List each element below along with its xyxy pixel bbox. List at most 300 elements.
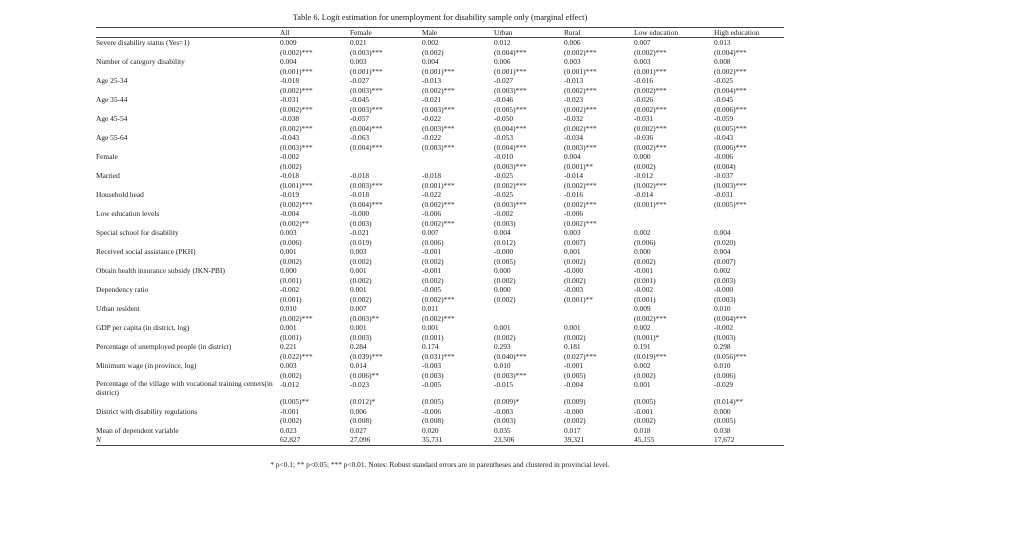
table-cell: (0.003)*** <box>714 180 747 190</box>
table-cell: (0.006) <box>714 370 736 380</box>
table-cell: 0.010 <box>714 361 731 370</box>
column-header-high-education: High education <box>714 28 784 38</box>
table-cell: 0.003 <box>564 228 581 237</box>
table-cell: 0.004 <box>714 228 731 237</box>
table-cell: (0.002)*** <box>422 313 455 323</box>
table-cell: (0.001)*** <box>634 66 667 76</box>
table-cell: (0.004)*** <box>714 313 747 323</box>
table-cell: 0.003 <box>634 57 651 66</box>
table-row <box>96 48 784 58</box>
table-cell: -0.013 <box>564 76 584 85</box>
table-cell: -0.043 <box>714 133 734 142</box>
table-cell: (0.002)*** <box>634 47 667 57</box>
table-cell: 0.191 <box>634 342 651 351</box>
table-cell: (0.002)*** <box>634 142 667 152</box>
table-cell: 0.002 <box>634 361 651 370</box>
table-cell: (0.004)*** <box>494 47 527 57</box>
table-cell: 0.013 <box>714 38 731 47</box>
table-cell: -0.031 <box>280 95 300 104</box>
table-cell: (0.003) <box>714 294 736 304</box>
table-cell: (0.002)*** <box>564 199 597 209</box>
table-cell: -0.005 <box>422 380 442 389</box>
table-cell: -0.002 <box>714 323 734 332</box>
table-cell: 62,827 <box>280 435 350 445</box>
table-cell: 23,506 <box>494 435 564 445</box>
table-row <box>96 219 784 229</box>
table-row <box>96 333 784 343</box>
table-cell: (0.002)*** <box>494 180 527 190</box>
table-cell: -0.025 <box>494 190 514 199</box>
table-cell <box>564 314 634 324</box>
table-cell: (0.002)*** <box>422 294 455 304</box>
table-cell: (0.008) <box>350 416 372 426</box>
table-cell: -0.014 <box>634 190 654 199</box>
table-cell: -0.022 <box>422 114 442 123</box>
column-header-all: All <box>280 28 350 38</box>
table-cell: 0.003 <box>280 361 297 370</box>
table-cell: (0.004)*** <box>494 142 527 152</box>
table-cell: 0.006 <box>350 406 367 416</box>
table-row <box>96 57 784 67</box>
table-caption: Table 6. Logit estimation for unemployment for disability sample only (marginal effect) <box>292 13 588 22</box>
table-cell: (0.005)*** <box>714 199 747 209</box>
row-label <box>96 124 280 134</box>
table-cell: -0.000 <box>350 209 370 218</box>
results-table <box>96 27 784 446</box>
table-cell: 0.003 <box>564 57 581 66</box>
table-cell <box>494 304 564 314</box>
table-cell: -0.031 <box>714 190 734 199</box>
table-cell: 0.004 <box>422 57 439 66</box>
table-cell: 0.001 <box>494 323 511 332</box>
table-cell: -0.018 <box>350 190 370 199</box>
table-cell: -0.016 <box>564 190 584 199</box>
table-cell: -0.003 <box>494 406 514 416</box>
table-row <box>96 200 784 210</box>
table-cell: (0.002) <box>634 370 656 380</box>
table-cell: -0.001 <box>634 266 654 275</box>
table-row <box>96 38 784 48</box>
table-cell: -0.003 <box>564 285 584 294</box>
table-row <box>96 285 784 295</box>
table-cell: -0.031 <box>634 114 654 123</box>
table-cell: -0.012 <box>280 380 300 389</box>
row-label: Number of category disability <box>96 57 185 66</box>
table-cell: (0.002)*** <box>280 85 313 95</box>
table-cell: 0.010 <box>280 304 297 313</box>
table-cell: 0.002 <box>634 323 651 332</box>
row-label: Dependency ratio <box>96 285 149 294</box>
table-cell: 0.001 <box>564 323 581 332</box>
table-cell: (0.004)*** <box>714 47 747 57</box>
note-text: * p<0.1; ** p<0.05; *** p<0.01. Notes: Robust standard errors are in parentheses and clustered in provincial level. <box>270 460 610 469</box>
table-cell: -0.000 <box>714 285 734 294</box>
table-cell: -0.006 <box>422 406 442 416</box>
table-cell: (0.002)*** <box>564 218 597 228</box>
table-cell: (0.003)*** <box>350 47 383 57</box>
row-label: GDP per capita (in district, log) <box>96 323 190 332</box>
table-row <box>96 352 784 362</box>
row-label <box>96 295 280 305</box>
table-cell: (0.003)*** <box>494 85 527 95</box>
table-cell: -0.037 <box>714 171 734 180</box>
row-label: Female <box>96 152 118 161</box>
table-cell: (0.003)*** <box>350 104 383 114</box>
table-cell: (0.012) <box>494 237 516 247</box>
table-cell: 0.004 <box>494 228 511 237</box>
table-cell: 0.001 <box>422 323 439 332</box>
table-cell: 35,731 <box>422 435 494 445</box>
table-cell: 0.009 <box>634 304 651 313</box>
table-cell: 0.010 <box>494 361 511 370</box>
table-cell: (0.005) <box>422 397 444 407</box>
table-cell: -0.046 <box>494 95 514 104</box>
table-cell: 0.038 <box>714 425 731 435</box>
row-label <box>96 371 280 381</box>
table-cell: (0.002) <box>422 256 444 266</box>
table-cell <box>714 219 784 229</box>
table-cell: (0.002) <box>494 332 516 342</box>
table-cell: -0.000 <box>494 247 514 256</box>
table-cell: -0.027 <box>494 76 514 85</box>
table-cell: (0.003)*** <box>494 199 527 209</box>
table-cell: (0.002) <box>350 294 372 304</box>
table-cell <box>422 162 494 172</box>
table-cell: -0.013 <box>422 76 442 85</box>
table-row <box>96 181 784 191</box>
table-cell <box>350 152 422 162</box>
table-cell: (0.003) <box>422 370 444 380</box>
table-cell: -0.053 <box>494 133 514 142</box>
table-cell: (0.001) <box>280 275 302 285</box>
table-cell: 0.007 <box>350 304 367 313</box>
table-cell: 27,096 <box>350 435 422 445</box>
table-cell: (0.002)*** <box>280 313 313 323</box>
table-cell <box>494 314 564 324</box>
row-label <box>96 162 280 172</box>
table-cell: -0.000 <box>564 406 584 416</box>
row-label: District with disability regulations <box>96 406 198 416</box>
table-cell: 0.174 <box>422 342 439 351</box>
table-row <box>96 342 784 352</box>
table-cell: (0.002) <box>350 256 372 266</box>
table-row <box>96 95 784 105</box>
table-cell: -0.021 <box>350 228 370 237</box>
table-cell: (0.005)** <box>280 397 309 407</box>
row-label <box>96 314 280 324</box>
table-cell: 0.000 <box>714 406 731 416</box>
table-cell: (0.002) <box>634 161 656 171</box>
table-cell: 0.027 <box>350 425 367 435</box>
table-cell: -0.026 <box>634 95 654 104</box>
table-row <box>96 76 784 86</box>
table-cell: (0.005)*** <box>494 104 527 114</box>
table-cell: (0.006)*** <box>714 142 747 152</box>
column-header-rural: Rural <box>564 28 634 38</box>
table-cell: (0.002) <box>564 416 586 426</box>
table-cell: (0.002)*** <box>634 123 667 133</box>
table-row <box>96 114 784 124</box>
table-row <box>96 371 784 381</box>
table-cell: (0.002)*** <box>422 85 455 95</box>
table-cell: -0.002 <box>280 152 300 161</box>
row-label <box>96 143 280 153</box>
table-cell: -0.003 <box>422 361 442 370</box>
row-label: Minimum wage (in province, log) <box>96 361 197 370</box>
table-cell: -0.018 <box>422 171 442 180</box>
row-label: Special school for disability <box>96 228 179 237</box>
table-cell: (0.022)*** <box>280 351 313 361</box>
table-cell: (0.014)** <box>714 397 743 407</box>
table-cell: (0.019)*** <box>634 351 667 361</box>
table-cell: (0.005) <box>494 256 516 266</box>
table-cell: (0.002)*** <box>280 123 313 133</box>
table-cell: (0.002)** <box>280 218 309 228</box>
table-cell: (0.002) <box>280 161 302 171</box>
table-cell: 0.004 <box>564 152 581 161</box>
table-cell: 0.293 <box>494 342 511 351</box>
table-cell: (0.003) <box>494 218 516 228</box>
column-header-female: Female <box>350 28 422 38</box>
table-cell: 0.002 <box>422 38 439 47</box>
row-label: N <box>96 435 280 445</box>
row-label <box>96 416 280 426</box>
table-cell: (0.003)*** <box>422 104 455 114</box>
table-cell: -0.018 <box>280 76 300 85</box>
table-cell: (0.002)*** <box>564 123 597 133</box>
table-cell: -0.000 <box>564 266 584 275</box>
table-cell: (0.002)*** <box>280 199 313 209</box>
table-cell: -0.016 <box>634 76 654 85</box>
table-row <box>96 361 784 371</box>
table-cell: (0.003)*** <box>422 123 455 133</box>
table-cell: (0.019) <box>350 237 372 247</box>
table-row <box>96 209 784 219</box>
table-cell: -0.002 <box>280 285 300 294</box>
table-cell: (0.004)*** <box>714 85 747 95</box>
row-label: Percentage of unemployed people (in district) <box>96 342 232 351</box>
table-cell: (0.002)*** <box>714 66 747 76</box>
table-cell: (0.002) <box>494 275 516 285</box>
table-cell: (0.003) <box>714 275 736 285</box>
table-cell: -0.021 <box>422 95 442 104</box>
table-cell: (0.020) <box>714 237 736 247</box>
table-cell: 0.002 <box>634 228 651 237</box>
table-cell: (0.003)*** <box>350 180 383 190</box>
table-row <box>96 323 784 333</box>
table-row <box>96 397 784 407</box>
table-cell: -0.023 <box>350 380 370 389</box>
table-cell: -0.036 <box>634 133 654 142</box>
table-cell: 0.023 <box>280 425 297 435</box>
table-row <box>96 295 784 305</box>
column-header-low-education: Low education <box>634 28 714 38</box>
table-cell: -0.001 <box>422 247 442 256</box>
table-cell: (0.056)*** <box>714 351 747 361</box>
table-cell: (0.003) <box>494 416 516 426</box>
table-cell: (0.006)** <box>350 370 379 380</box>
table-cell: 0.000 <box>634 152 651 161</box>
table-cell: (0.003)*** <box>494 161 527 171</box>
table-cell: -0.019 <box>280 190 300 199</box>
table-cell: (0.002) <box>564 256 586 266</box>
row-label <box>96 219 280 229</box>
table-row <box>96 133 784 143</box>
table-cell: -0.025 <box>494 171 514 180</box>
table-cell: (0.007) <box>564 237 586 247</box>
table-cell: (0.001) <box>634 294 656 304</box>
column-header-urban: Urban <box>494 28 564 38</box>
table-cell <box>422 152 494 162</box>
row-label <box>96 257 280 267</box>
header-row <box>96 28 784 38</box>
table-cell: 39,321 <box>564 435 634 445</box>
table-row <box>96 105 784 115</box>
table-cell <box>634 219 714 229</box>
table-cell: (0.040)*** <box>494 351 527 361</box>
table-cell: (0.002)*** <box>634 180 667 190</box>
table-cell: (0.003)*** <box>350 85 383 95</box>
table-row <box>96 162 784 172</box>
table-row <box>96 86 784 96</box>
table-cell: 0.018 <box>634 425 651 435</box>
table-cell: -0.002 <box>634 285 654 294</box>
table-row <box>96 380 784 397</box>
table-cell: (0.002) <box>350 275 372 285</box>
table-row <box>96 276 784 286</box>
table-cell: (0.001) <box>634 275 656 285</box>
table-cell: (0.002)*** <box>564 180 597 190</box>
row-label: Low education levels <box>96 209 160 218</box>
table-cell: (0.001) <box>280 332 302 342</box>
table-cell: (0.006) <box>634 237 656 247</box>
table-cell: -0.001 <box>634 406 654 416</box>
table-cell: -0.022 <box>422 133 442 142</box>
row-label <box>96 200 280 210</box>
table-cell: 0.008 <box>714 57 731 66</box>
table-cell: -0.002 <box>494 209 514 218</box>
row-label: Obtain health insurance subsidy (JKN-PBI) <box>96 266 225 275</box>
table-cell: (0.027)*** <box>564 351 597 361</box>
table-cell: -0.005 <box>422 285 442 294</box>
table-cell: 0.020 <box>422 425 439 435</box>
row-label: Married <box>96 171 120 180</box>
table-cell: -0.032 <box>564 114 584 123</box>
table-cell: (0.002) <box>564 275 586 285</box>
table-cell: (0.001)*** <box>280 180 313 190</box>
table-cell: (0.002)*** <box>564 85 597 95</box>
table-cell: -0.050 <box>494 114 514 123</box>
table-cell: -0.006 <box>422 209 442 218</box>
table-cell: (0.002)*** <box>422 218 455 228</box>
table-cell: (0.009)* <box>494 397 520 407</box>
table-cell: -0.014 <box>564 171 584 180</box>
table-row <box>96 171 784 181</box>
table-row <box>96 152 784 162</box>
table-cell: (0.006)*** <box>714 104 747 114</box>
table-cell: (0.003) <box>714 332 736 342</box>
table-cell: 0.006 <box>564 38 581 47</box>
table-row <box>96 228 784 238</box>
table-row <box>96 247 784 257</box>
table-row <box>96 416 784 426</box>
table-cell: 0.012 <box>494 38 511 47</box>
row-label: Age 45-54 <box>96 114 128 123</box>
table-cell: -0.059 <box>714 114 734 123</box>
table-cell: (0.004)*** <box>494 123 527 133</box>
table-cell: (0.002)*** <box>634 104 667 114</box>
table-cell: 0.017 <box>564 425 581 435</box>
table-cell: -0.004 <box>280 209 300 218</box>
table-cell <box>634 209 714 219</box>
table-cell: -0.045 <box>714 95 734 104</box>
table-cell: -0.006 <box>564 209 584 218</box>
row-label: Household head <box>96 190 144 199</box>
table-cell: 0.021 <box>350 38 367 47</box>
table-cell: -0.010 <box>494 152 514 161</box>
table-cell: 0.284 <box>350 342 367 351</box>
table-cell: (0.001)** <box>564 161 593 171</box>
table-cell: 0.007 <box>422 228 439 237</box>
table-cell: 0.010 <box>714 304 731 313</box>
table-cell <box>350 162 422 172</box>
table-cell: -0.012 <box>634 171 654 180</box>
table-cell: -0.057 <box>350 114 370 123</box>
table-cell: 0.001 <box>564 247 581 256</box>
table-cell: 0.003 <box>280 228 297 237</box>
table-cell: 0.001 <box>350 285 367 294</box>
table-cell: 0.298 <box>714 342 731 351</box>
table-cell: (0.002) <box>422 47 444 57</box>
table-cell: (0.001)*** <box>494 66 527 76</box>
table-cell: (0.004)*** <box>350 199 383 209</box>
table-cell: -0.022 <box>422 190 442 199</box>
table-cell: -0.015 <box>494 380 514 389</box>
row-label <box>96 276 280 286</box>
table-row <box>96 257 784 267</box>
table-cell: (0.012)* <box>350 397 376 407</box>
row-label <box>96 105 280 115</box>
header-blank <box>96 28 280 38</box>
table-cell: -0.004 <box>564 380 584 389</box>
table-cell: (0.002) <box>280 256 302 266</box>
table-cell: (0.002)*** <box>564 104 597 114</box>
table-cell: 0.001 <box>350 266 367 275</box>
table-cell: -0.025 <box>714 76 734 85</box>
table-cell: 0.002 <box>714 266 731 275</box>
table-cell: (0.002)*** <box>280 47 313 57</box>
row-label <box>96 238 280 248</box>
table-cell: -0.023 <box>564 95 584 104</box>
table-cell: 0.007 <box>634 38 651 47</box>
table-cell: 45,155 <box>634 435 714 445</box>
table-cell: -0.043 <box>280 133 300 142</box>
table-cell: (0.002)*** <box>564 47 597 57</box>
row-label: Urban resident <box>96 304 140 313</box>
table-cell: 0.000 <box>634 247 651 256</box>
table-cell: (0.002) <box>564 332 586 342</box>
table-cell: (0.003) <box>350 218 372 228</box>
table-row <box>96 435 784 445</box>
table-cell <box>714 209 784 219</box>
table-cell: (0.006) <box>422 237 444 247</box>
table-cell: 0.001 <box>634 380 651 389</box>
table-row <box>96 407 784 417</box>
table-cell: 0.006 <box>494 57 511 66</box>
table-cell: 0.004 <box>714 247 731 256</box>
table-row <box>96 143 784 153</box>
table-cell: -0.063 <box>350 133 370 142</box>
